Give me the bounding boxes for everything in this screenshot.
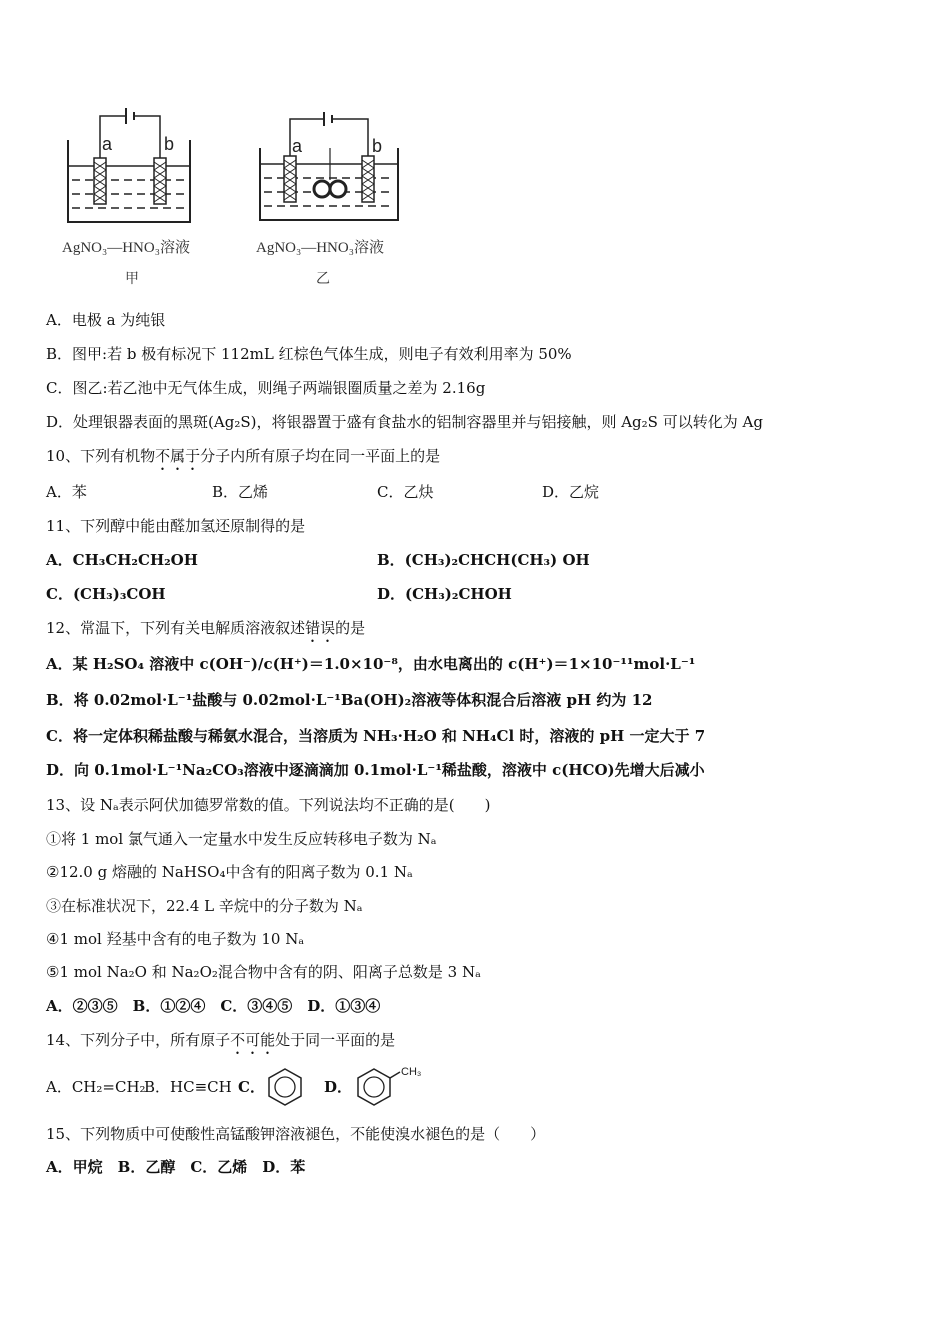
q12-option-a: A．某 H₂SO₄ 溶液中 c(OH⁻)/c(H⁺)＝1.0×10⁻⁸，由水电离出的 c(H⁺)＝1×10⁻¹¹mol·L⁻¹ — [46, 655, 696, 673]
q13-item-4: ④1 mol 羟基中含有的电子数为 10 Nₐ — [46, 930, 305, 948]
figure-yi-name: 乙 — [316, 271, 330, 287]
q10-option-b: B．乙烯 — [212, 483, 269, 501]
q13-stem: 13、设 Nₐ表示阿伏加德罗常数的值。下列说法均不正确的是( ) — [46, 796, 491, 814]
q14-stem — [46, 1030, 395, 1058]
q10-stem-pre: 10、下列有机物 — [46, 447, 156, 465]
q11-option-b: B．(CH₃)₂CHCH(CH₃) OH — [377, 551, 590, 569]
q10-option-c: C．乙炔 — [377, 483, 434, 501]
toluene-ch3-label: CH₃ — [401, 1066, 422, 1078]
q15-stem: 15、下列物质中可使酸性高锰酸钾溶液褪色，不能使溴水褪色的是（ ） — [46, 1125, 546, 1143]
q9-option-d: D．处理银器表面的黑斑(Ag₂S)，将银器置于盛有食盐水的铝制容器里并与铝接触，则 Ag₂S 可以转化为 Ag — [46, 413, 763, 431]
q14-stem-post: 处于同一平面的是 — [275, 1031, 396, 1049]
figure-jia-name: 甲 — [125, 271, 139, 287]
q14-option-d-label: D． — [324, 1078, 353, 1096]
q13-item-2: ②12.0 g 熔融的 NaHSO₄中含有的阳离子数为 0.1 Nₐ — [46, 863, 413, 881]
q12-option-d: D．向 0.1mol·L⁻¹Na₂CO₃溶液中逐滴滴加 0.1mol·L⁻¹稀盐酸，溶液中 c(HCO)先增大后减小 — [46, 761, 705, 779]
q14-stem-emphasis: 不可能 — [230, 1031, 276, 1049]
q14-option-c-label: C． — [238, 1078, 265, 1096]
q13-item-1: ①将 1 mol 氯气通入一定量水中发生反应转移电子数为 Nₐ — [46, 830, 437, 848]
q10-stem-post: 分子内所有原子均在同一平面上的是 — [200, 447, 441, 465]
q11-option-c: C．(CH₃)₃COH — [46, 585, 166, 603]
q13-options: A．②③⑤ B．①②④ C．③④⑤ D．①③④ — [46, 997, 381, 1015]
q13-item-3: ③在标准状况下，22.4 L 辛烷中的分子数为 Nₐ — [46, 897, 363, 915]
electrode-a-label: a — [292, 136, 303, 156]
q11-option-a: A．CH₃CH₂CH₂OH — [46, 551, 198, 569]
q11-stem: 11、下列醇中能由醛加氢还原制得的是 — [46, 517, 306, 535]
q10-stem-emphasis: 不属于 — [155, 447, 201, 465]
q12-stem-post: 的是 — [335, 619, 366, 637]
q14-option-a: A．CH₂=CH₂ — [46, 1078, 146, 1096]
electrolysis-cell-yi — [252, 104, 402, 230]
figure-jia-solution: AgNO₃—HNO₃溶液 — [62, 240, 190, 256]
q11-option-d: D．(CH₃)₂CHOH — [377, 585, 512, 603]
q12-stem-pre: 12、常温下，下列有关电解质溶液叙述 — [46, 619, 306, 637]
electrode-b-label: b — [372, 136, 383, 156]
q12-stem-emphasis: 错误 — [305, 619, 336, 637]
q9-option-a: A．电极 a 为纯银 — [46, 311, 166, 329]
q10-stem — [46, 446, 440, 474]
q9-option-c: C．图乙:若乙池中无气体生成，则绳子两端银圈质量之差为 2.16g — [46, 379, 486, 397]
q12-option-c: C．将一定体积稀盐酸与稀氨水混合，当溶质为 NH₃·H₂O 和 NH₄Cl 时，溶液的 pH 一定大于 7 — [46, 727, 706, 745]
q14-stem-pre: 14、下列分子中，所有原子 — [46, 1031, 231, 1049]
q15-options: A．甲烷 B．乙醇 C．乙烯 D．苯 — [46, 1158, 306, 1176]
q13-item-5: ⑤1 mol Na₂O 和 Na₂O₂混合物中含有的阴、阳离子总数是 3 Nₐ — [46, 963, 481, 981]
figure-yi-solution: AgNO₃—HNO₃溶液 — [256, 240, 384, 256]
electrode-a-label: a — [102, 134, 113, 154]
q12-option-b: B．将 0.02mol·L⁻¹盐酸与 0.02mol·L⁻¹Ba(OH)₂溶液等体积混合后溶液 pH 约为 12 — [46, 691, 653, 709]
benzene-ring-icon — [264, 1066, 306, 1108]
q14-option-b: B．HC≡CH — [144, 1078, 232, 1096]
electrode-b-label: b — [164, 134, 175, 154]
q10-option-a: A．苯 — [46, 483, 87, 501]
q9-option-b: B．图甲:若 b 极有标况下 112mL 红棕色气体生成，则电子有效利用率为 50% — [46, 345, 572, 363]
q12-stem — [46, 618, 365, 646]
electrolysis-cell-jia — [60, 100, 200, 230]
q10-option-d: D．乙烷 — [542, 483, 600, 501]
